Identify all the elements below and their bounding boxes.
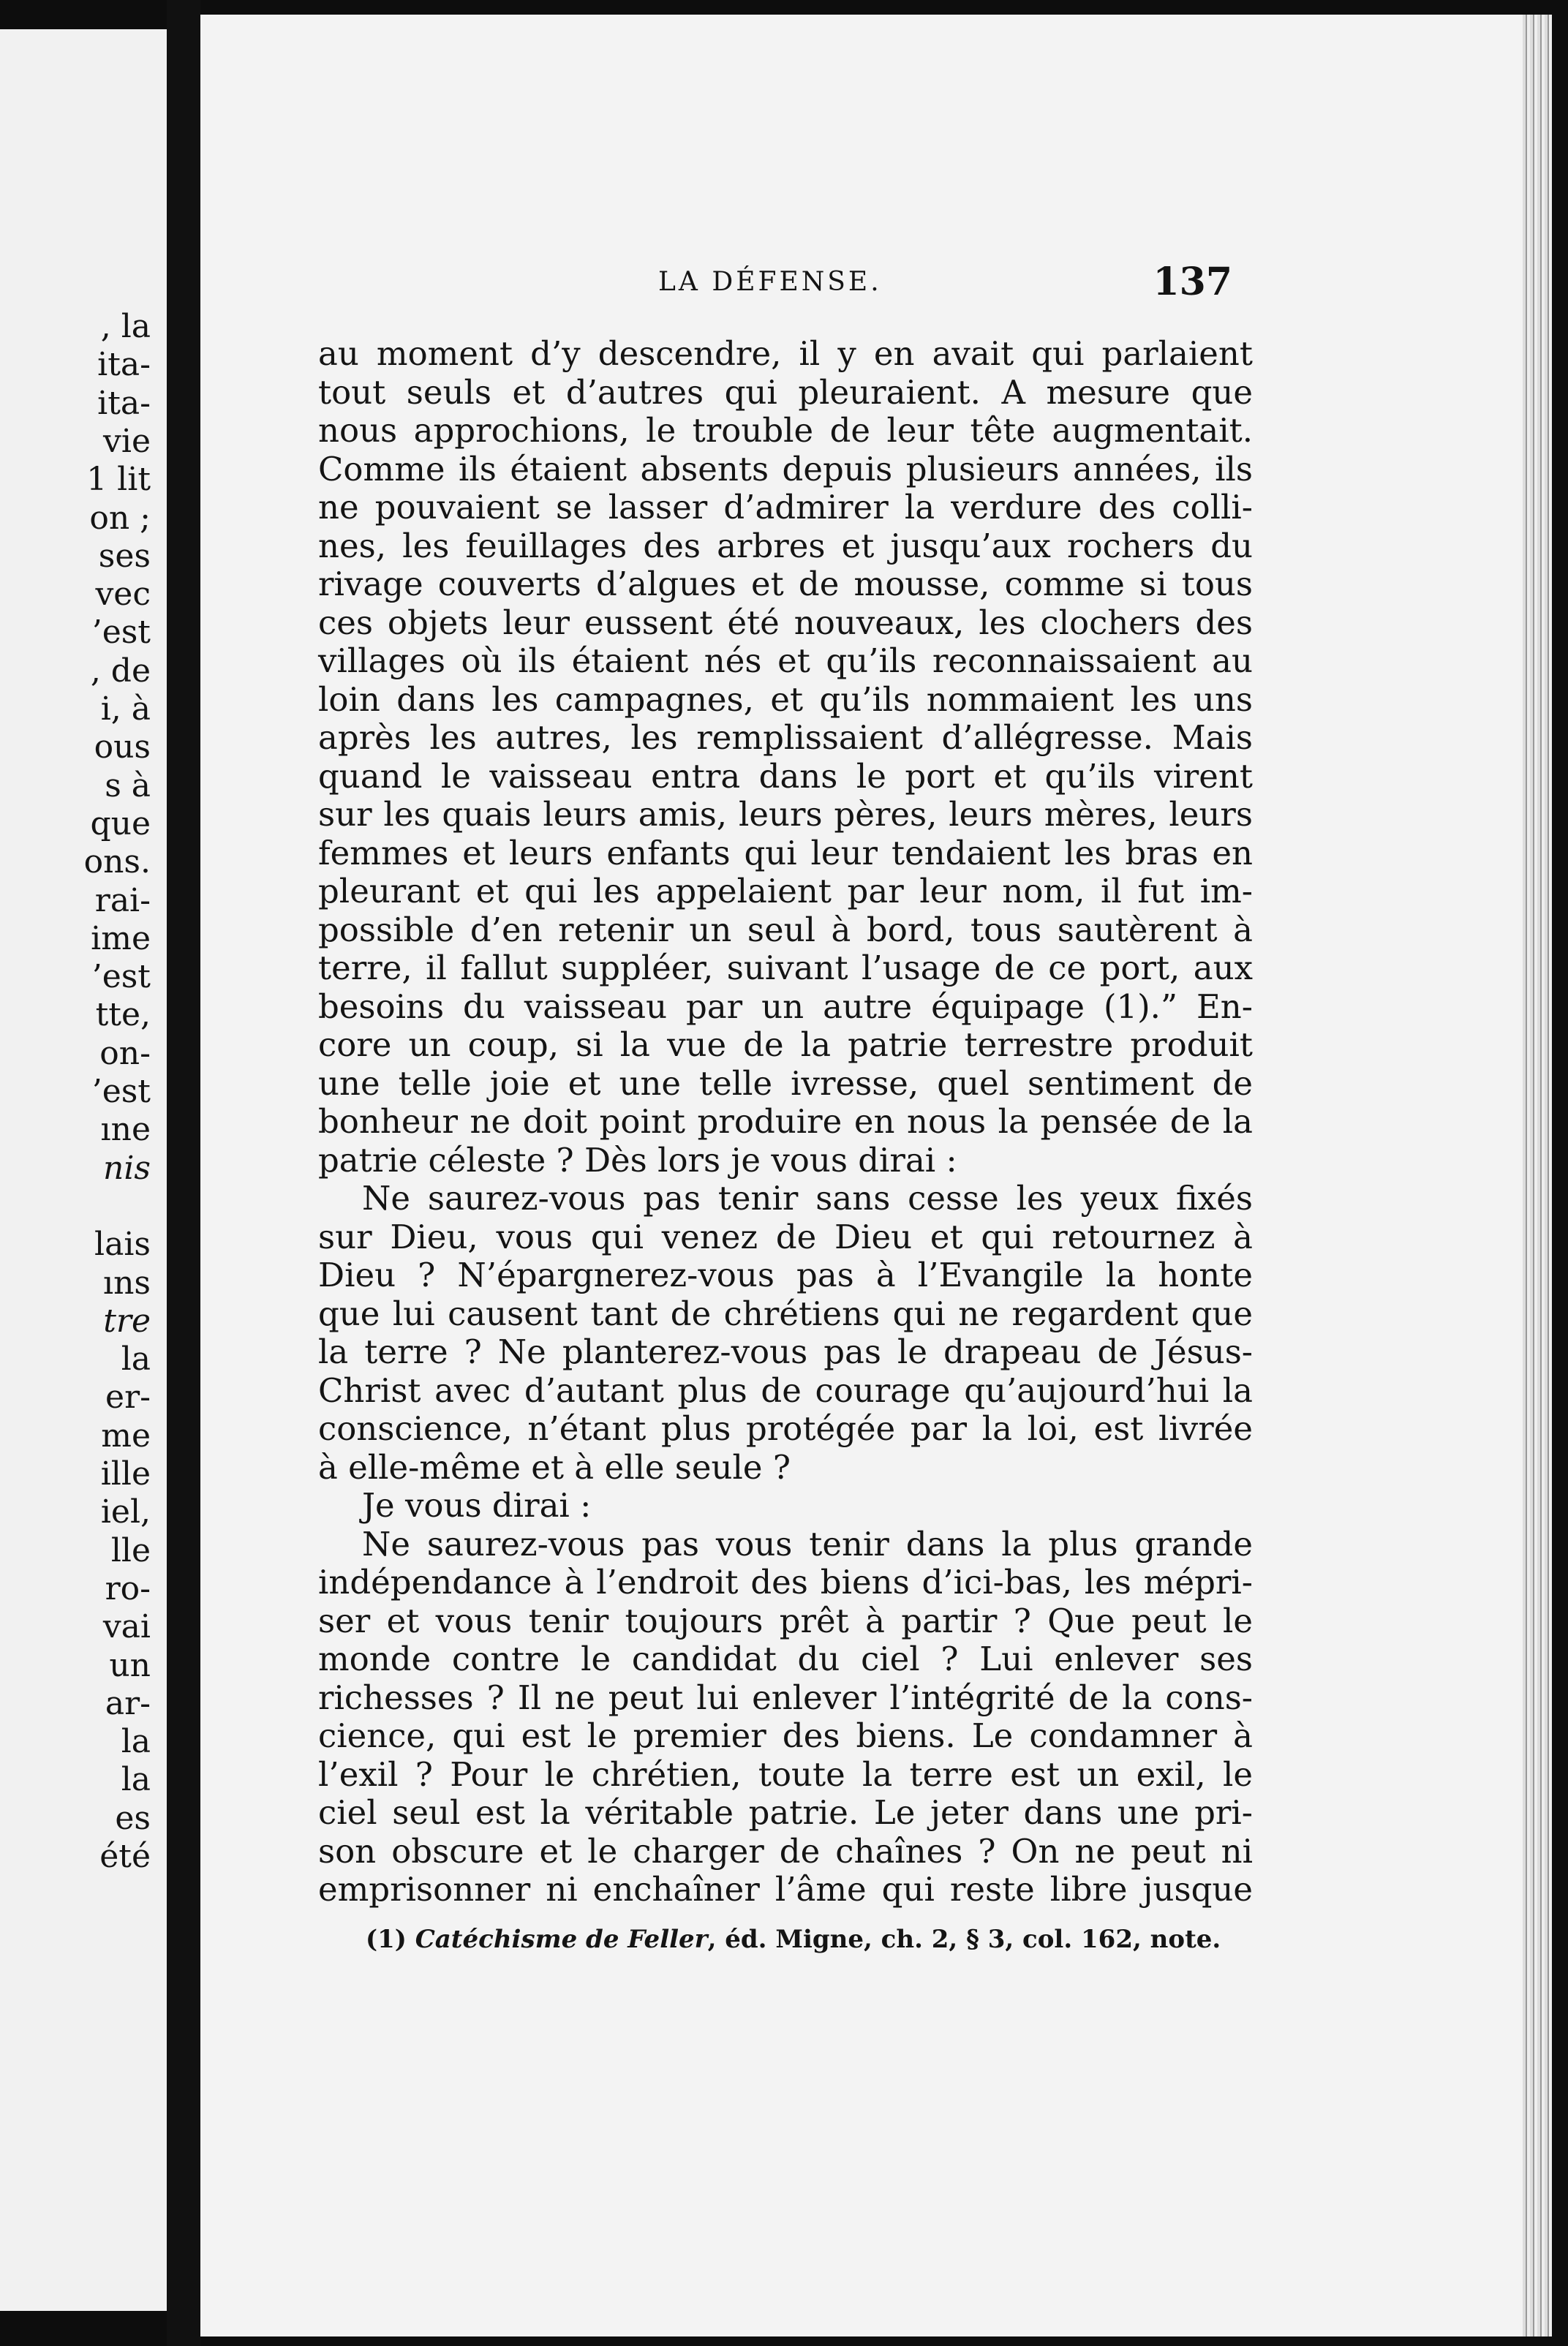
previous-page-line: lle: [110, 1531, 151, 1569]
text-line: Ne saurez-vous pas vous tenir dans la plus grande: [362, 1524, 1253, 1564]
previous-page-line: es: [115, 1799, 151, 1837]
text-line: Je vous dirai :: [362, 1486, 592, 1525]
previous-page-line: un: [109, 1646, 151, 1684]
previous-page-line: nis: [103, 1149, 151, 1187]
previous-page-line: tre: [103, 1302, 151, 1340]
previous-page-line: tte,: [95, 996, 151, 1034]
text-line: ser et vous tenir toujours prêt à partir ? Que peut le: [318, 1601, 1253, 1640]
text-line: bonheur ne doit point produire en nous la pensée de la: [318, 1102, 1253, 1141]
previous-page-line: , de: [90, 652, 151, 690]
running-head: LA DÉFENSE.: [658, 267, 882, 297]
text-line: monde contre le candidat du ciel ? Lui enlever ses: [318, 1640, 1253, 1678]
text-line: richesses ? Il ne peut lui enlever l’intégrité de la cons-: [318, 1678, 1253, 1717]
text-line: rivage couverts d’algues et de mousse, comme si tous: [318, 565, 1253, 603]
text-line: loin dans les campagnes, et qu’ils nommaient les uns: [318, 679, 1253, 719]
text-line: l’exil ? Pour le chrétien, toute la terre est un exil, le: [318, 1754, 1253, 1794]
previous-page-line: la: [121, 1761, 151, 1799]
text-line: son obscure et le charger de chaînes ? On ne peut ni: [318, 1831, 1253, 1871]
body-text: [318, 335, 1253, 1909]
previous-page-line: été: [99, 1838, 151, 1875]
footnote: [366, 1925, 1287, 1954]
text-line: patrie céleste ? Dès lors je vous dirai :: [318, 1140, 957, 1180]
text-line: tout seuls et d’autres qui pleuraient. A mesure que: [318, 372, 1253, 412]
text-line: core un coup, si la vue de la patrie terrestre produit: [318, 1025, 1253, 1064]
page-edge: [1523, 15, 1552, 2336]
previous-page-line: , la: [100, 308, 151, 345]
text-line: après les autres, les remplissaient d’allégresse. Mais: [318, 718, 1253, 757]
text-line: quand le vaisseau entra dans le port et qu’ils virent: [318, 756, 1253, 796]
text-line: indépendance à l’endroit des biens d’ici-bas, les mépri-: [318, 1563, 1253, 1602]
previous-page-line: ro-: [105, 1569, 151, 1607]
text-line: emprisonner ni enchaîner l’âme qui reste libre jusque: [318, 1870, 1253, 1909]
text-line: possible d’en retenir un seul à bord, tous sautèrent à: [318, 910, 1253, 949]
previous-page-fragment: [0, 29, 167, 2311]
footnote-reference: , éd. Migne, ch. 2, § 3, col. 162, note.: [707, 1925, 1221, 1954]
text-line: besoins du vaisseau par un autre équipage (1).” En-: [318, 987, 1253, 1026]
text-line: que lui causent tant de chrétiens qui ne regardent que: [318, 1294, 1253, 1333]
previous-page-line: vec: [95, 576, 151, 614]
previous-page-line: ’est: [91, 958, 151, 996]
text-line: sur Dieu, vous qui venez de Dieu et qui retournez à: [318, 1217, 1253, 1256]
text-line: cience, qui est le premier des biens. Le condamner à: [318, 1716, 1253, 1755]
footnote-marker: (1): [366, 1925, 407, 1954]
previous-page-line: on-: [99, 1034, 151, 1072]
text-line: Christ avec d’autant plus de courage qu’aujourd’hui la: [318, 1370, 1253, 1410]
text-line: ces objets leur eussent été nouveaux, les clochers des: [318, 603, 1253, 642]
previous-page-line: er-: [105, 1378, 151, 1417]
text-line: nous approchions, le trouble de leur tête augmentait.: [318, 411, 1253, 450]
text-line: villages où ils étaient nés et qu’ils reconnaissaient au: [318, 641, 1253, 680]
text-line: ne pouvaient se lasser d’admirer la verdure des colli-: [318, 488, 1253, 527]
text-line: une telle joie et une telle ivresse, quel sentiment de: [318, 1063, 1253, 1103]
previous-page-line: s à: [105, 766, 151, 804]
previous-page-line: ille: [100, 1455, 151, 1493]
text-line: la terre ? Ne planterez-vous pas le drapeau de Jésus-: [318, 1332, 1253, 1371]
previous-page-line: ons.: [83, 843, 151, 881]
text-line: femmes et leurs enfants qui leur tendaient les bras en: [318, 833, 1253, 872]
page-header: [457, 260, 1232, 303]
previous-page-line: lais: [94, 1226, 151, 1264]
previous-page-line: vai: [102, 1608, 151, 1646]
previous-page-line: que: [90, 804, 151, 842]
text-line: conscience, n’étant plus protégée par la loi, est livrée: [318, 1409, 1253, 1448]
previous-page-line: ita-: [97, 346, 151, 384]
text-line: à elle-même et à elle seule ?: [318, 1447, 791, 1487]
footnote-title: Catéchisme de Feller: [415, 1925, 708, 1954]
previous-page-line: i, à: [100, 690, 151, 728]
previous-page-line: ıns: [103, 1264, 151, 1302]
previous-page-line: on ;: [89, 499, 151, 537]
previous-page-line: vie: [103, 422, 151, 460]
text-line: Comme ils étaient absents depuis plusieurs années, ils: [318, 449, 1253, 489]
previous-page-line: la: [121, 1340, 151, 1378]
previous-page-line: 1 lit: [86, 461, 151, 499]
previous-page-line: la: [121, 1723, 151, 1761]
text-line: terre, il fallut suppléer, suivant l’usage de ce port, aux: [318, 948, 1253, 987]
text-line: ciel seul est la véritable patrie. Le jeter dans une pri-: [318, 1793, 1253, 1832]
text-line: pleurant et qui les appelaient par leur nom, il fut im-: [318, 872, 1253, 910]
previous-page-line: ıne: [100, 1111, 151, 1149]
page-number: 137: [1153, 260, 1232, 304]
text-line: Ne saurez-vous pas tenir sans cesse les yeux fixés: [362, 1179, 1253, 1218]
previous-page-line: ime: [91, 919, 151, 957]
previous-page-line: ’est: [91, 614, 151, 652]
text-line: au moment d’y descendre, il y en avait qui parlaient: [318, 334, 1253, 373]
previous-page-line: ar-: [105, 1684, 151, 1722]
previous-page-line: ous: [94, 728, 151, 766]
previous-page-line: rai-: [94, 881, 151, 919]
text-line: nes, les feuillages des arbres et jusqu’aux rochers du: [318, 526, 1253, 565]
previous-page-line: me: [101, 1417, 151, 1455]
text-line: Dieu ? N’épargnerez-vous pas à l’Evangile la honte: [318, 1256, 1253, 1294]
previous-page-line: ’est: [91, 1073, 151, 1110]
previous-page-line: iel,: [100, 1493, 151, 1531]
previous-page-line: ita-: [97, 384, 151, 422]
text-line: sur les quais leurs amis, leurs pères, leurs mères, leurs: [318, 795, 1253, 834]
previous-page-line: ses: [98, 537, 151, 575]
book-gutter: [167, 0, 200, 2346]
